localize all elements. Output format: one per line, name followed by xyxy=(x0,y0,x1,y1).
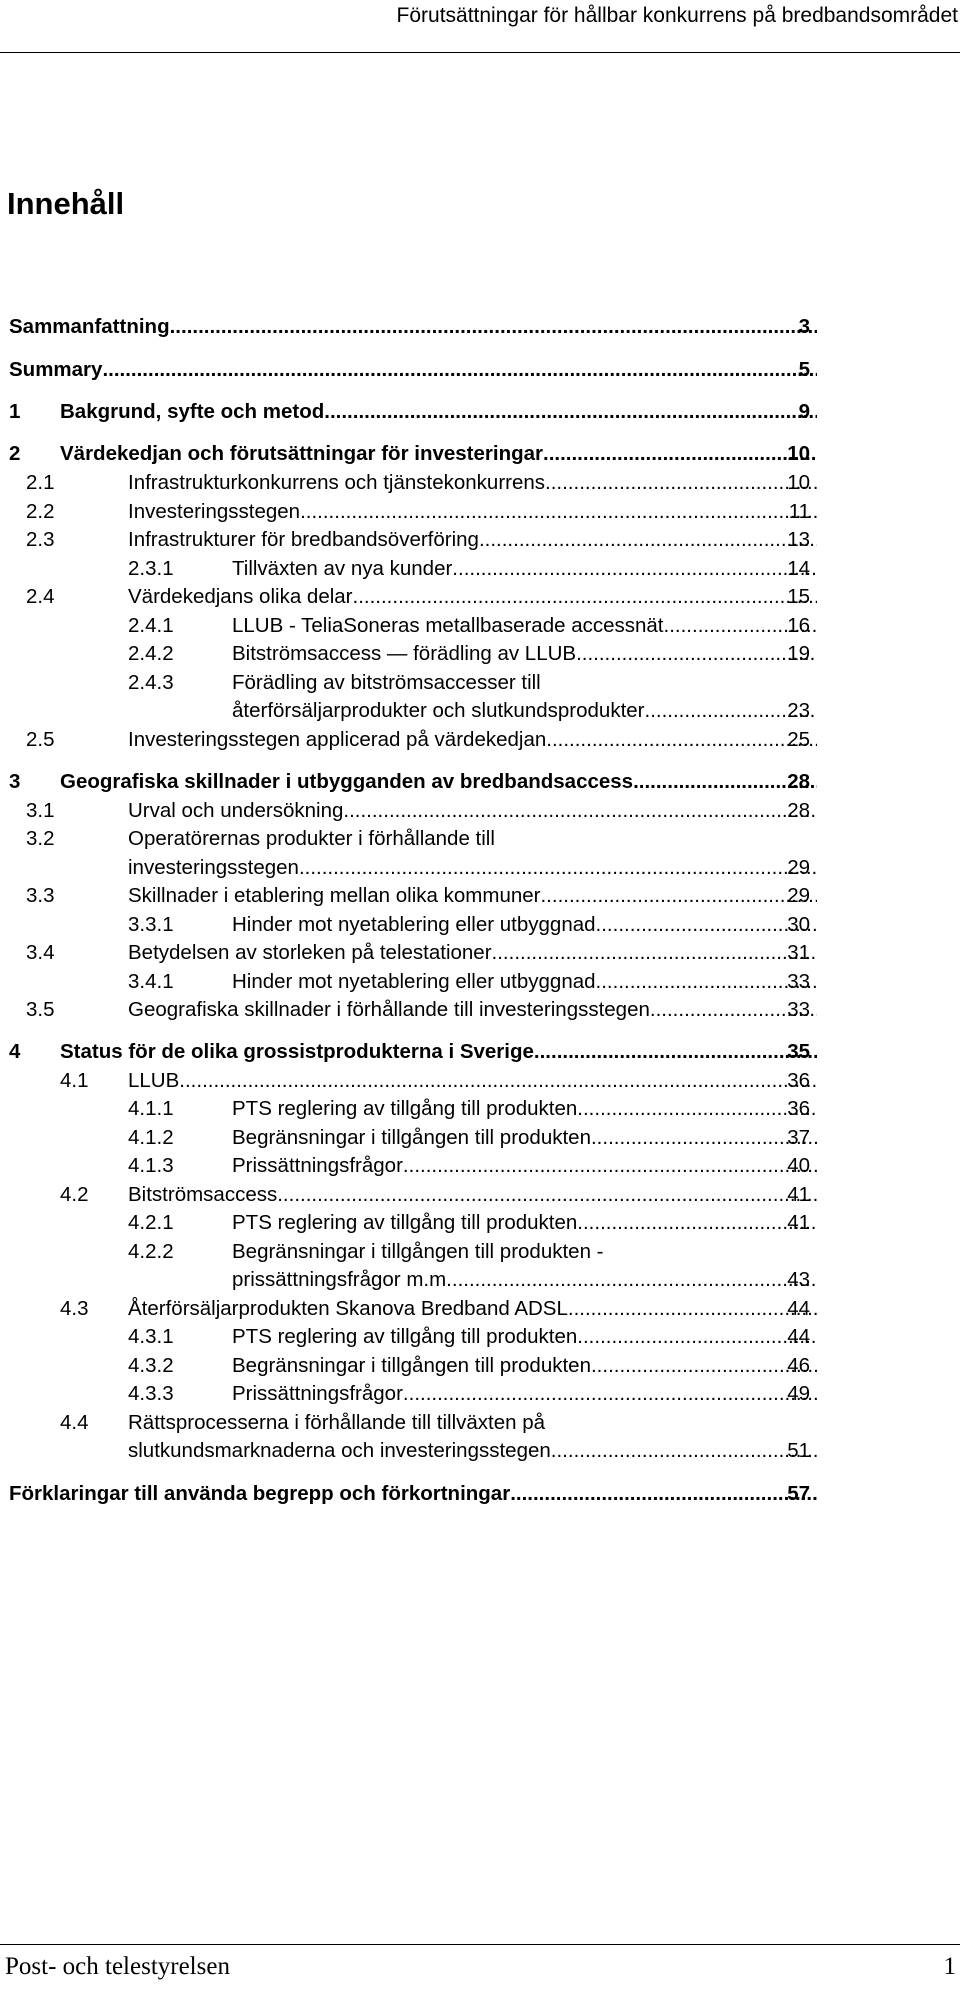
toc-entry[interactable] xyxy=(0,1437,960,1465)
toc-entry[interactable] xyxy=(0,313,960,341)
toc-title: slutkundsmarknaderna och investeringsstegen ..... xyxy=(128,1437,817,1465)
toc-entry[interactable] xyxy=(0,1124,960,1152)
toc-page: 43 xyxy=(787,1268,810,1291)
toc-entry[interactable] xyxy=(0,612,960,640)
toc-page: 51 xyxy=(787,1439,810,1462)
toc-title: prissättningsfrågor m.m. ..... xyxy=(232,1266,817,1294)
toc-title: Bitströmsaccess ..... xyxy=(128,1181,817,1209)
toc-entry[interactable] xyxy=(0,398,960,426)
page-number: 1 xyxy=(943,1953,956,1980)
toc-title: Infrastrukturer för bredbandsöverföring ..... xyxy=(128,526,817,554)
toc-title: Förädling av bitströmsaccesser till xyxy=(232,671,541,694)
toc-number: 4.3.1 xyxy=(128,1325,174,1348)
toc-entry[interactable] xyxy=(0,797,960,825)
toc-entry[interactable] xyxy=(0,825,960,853)
toc-entry[interactable] xyxy=(0,1480,960,1508)
toc-page: 19 xyxy=(787,642,810,665)
toc-title: Urval och undersökning ..... xyxy=(128,797,817,825)
toc-page: 29 xyxy=(787,856,810,879)
toc-title: Rättsprocesserna i förhållande till tillväxten på xyxy=(128,1411,546,1434)
toc-page: 36 xyxy=(787,1069,810,1092)
toc-page: 33 xyxy=(787,970,810,993)
toc-title: Geografiska skillnader i utbygganden av bredbandsaccess ..... xyxy=(60,768,817,796)
toc-title: LLUB - TeliaSoneras metallbaserade accessnät ..... xyxy=(232,612,817,640)
toc-title: Operatörernas produkter i förhållande till xyxy=(128,827,495,850)
toc-number: 3.1 xyxy=(26,799,55,822)
toc-entry[interactable] xyxy=(0,1323,960,1351)
toc-page: 9 xyxy=(798,400,810,423)
toc-number: 2.2 xyxy=(26,500,55,523)
toc-title: Investeringsstegen ..... xyxy=(128,498,817,526)
toc-page: 41 xyxy=(787,1211,810,1234)
footer-publisher: Post- och telestyrelsen xyxy=(5,1953,230,1980)
toc-entry[interactable] xyxy=(0,911,960,939)
toc-entry[interactable] xyxy=(0,1152,960,1180)
toc-number: 2.4.1 xyxy=(128,614,174,637)
running-header: Förutsättningar för hållbar konkurrens på bredbandsområdet xyxy=(396,4,958,27)
toc-page: 31 xyxy=(787,941,810,964)
toc-entry[interactable] xyxy=(0,555,960,583)
toc-title: Bakgrund, syfte och metod ..... xyxy=(60,398,817,426)
toc-number: 4.1.2 xyxy=(128,1126,174,1149)
toc-title: Geografiska skillnader i förhållande till investeringsstegen ..... xyxy=(128,996,817,1024)
toc-entry[interactable] xyxy=(0,882,960,910)
toc-title: Sammanfattning ..... xyxy=(9,313,817,341)
toc-entry[interactable] xyxy=(0,996,960,1024)
toc-entry[interactable] xyxy=(0,669,960,697)
toc-page: 40 xyxy=(787,1154,810,1177)
toc-number: 2.4.3 xyxy=(128,671,174,694)
toc-page: 5 xyxy=(798,358,810,381)
toc-number: 4 xyxy=(9,1040,21,1063)
toc-title: Skillnader i etablering mellan olika kommuner ..... xyxy=(128,882,817,910)
toc-title: Återförsäljarprodukten Skanova Bredband ADSL ..... xyxy=(128,1295,817,1323)
toc-entry[interactable] xyxy=(0,583,960,611)
toc-page: 30 xyxy=(787,913,810,936)
toc-page: 41 xyxy=(787,1183,810,1206)
toc-entry[interactable] xyxy=(0,1209,960,1237)
toc-page: 44 xyxy=(787,1297,810,1320)
toc-title: Bitströmsaccess — förädling av LLUB ..... xyxy=(232,640,817,668)
toc-entry[interactable] xyxy=(0,854,960,882)
toc-entry[interactable] xyxy=(0,968,960,996)
toc-number: 2.3.1 xyxy=(128,557,174,580)
toc-entry[interactable] xyxy=(0,726,960,754)
toc-number: 2 xyxy=(9,442,21,465)
toc-number: 4.1.3 xyxy=(128,1154,174,1177)
toc-title: investeringsstegen ..... xyxy=(128,854,817,882)
toc-number: 3.3 xyxy=(26,884,55,907)
toc-entry[interactable] xyxy=(0,356,960,384)
toc-number: 2.5 xyxy=(26,728,55,751)
toc-page: 46 xyxy=(787,1354,810,1377)
toc-number: 4.2.2 xyxy=(128,1240,174,1263)
toc-page: 14 xyxy=(787,557,810,580)
toc-number: 4.3.2 xyxy=(128,1354,174,1377)
toc-page: 16 xyxy=(787,614,810,637)
toc-title: Infrastrukturkonkurrens och tjänstekonkurrens ..... xyxy=(128,469,817,497)
toc-page: 10 xyxy=(787,442,810,465)
toc-entry[interactable] xyxy=(0,1352,960,1380)
toc-page: 33 xyxy=(787,998,810,1021)
toc-entry[interactable] xyxy=(0,1067,960,1095)
toc-title: Förklaringar till använda begrepp och förkortningar ..... xyxy=(9,1480,817,1508)
toc-title: Hinder mot nyetablering eller utbyggnad ..... xyxy=(232,968,817,996)
toc-entry[interactable] xyxy=(0,1095,960,1123)
toc-entry[interactable] xyxy=(0,640,960,668)
toc-title: Status för de olika grossistprodukterna i Sverige ..... xyxy=(60,1038,817,1066)
toc-number: 4.3 xyxy=(60,1297,89,1320)
page-footer xyxy=(0,1944,960,1980)
toc-entry[interactable] xyxy=(0,1266,960,1294)
toc-number: 3.3.1 xyxy=(128,913,174,936)
toc-entry[interactable] xyxy=(0,939,960,967)
toc-page: 13 xyxy=(787,528,810,551)
toc-title: Begränsningar i tillgången till produkten ..... xyxy=(232,1124,817,1152)
toc-title: Begränsningar i tillgången till produkten - xyxy=(232,1240,604,1263)
toc-number: 1 xyxy=(9,400,21,423)
toc-number: 2.4 xyxy=(26,585,55,608)
toc-page: 11 xyxy=(788,500,810,523)
toc-entry[interactable] xyxy=(0,526,960,554)
toc-number: 4.4 xyxy=(60,1411,89,1434)
toc-entry[interactable] xyxy=(0,498,960,526)
toc-page: 37 xyxy=(787,1126,810,1149)
toc-title: PTS reglering av tillgång till produkten ..... xyxy=(232,1209,817,1237)
toc-page: 57 xyxy=(787,1482,810,1505)
toc-title: LLUB ..... xyxy=(128,1067,817,1095)
toc-number: 4.2 xyxy=(60,1183,89,1206)
toc-title: Prissättningsfrågor ..... xyxy=(232,1380,817,1408)
toc-entry[interactable] xyxy=(0,469,960,497)
toc-page: 28 xyxy=(787,799,810,822)
toc-number: 3.4 xyxy=(26,941,55,964)
toc-title: Hinder mot nyetablering eller utbyggnad ..... xyxy=(232,911,817,939)
toc-number: 2.3 xyxy=(26,528,55,551)
toc-entry[interactable] xyxy=(0,1181,960,1209)
toc-page: 3 xyxy=(798,315,810,338)
toc-title: PTS reglering av tillgång till produkten ..... xyxy=(232,1095,817,1123)
toc-number: 4.3.3 xyxy=(128,1382,174,1405)
toc-entry[interactable] xyxy=(0,440,960,468)
toc-page: 23 xyxy=(787,699,810,722)
toc-page: 28 xyxy=(787,770,810,793)
toc-number: 2.4.2 xyxy=(128,642,174,665)
toc-page: 15 xyxy=(787,585,810,608)
toc-title: Värdekedjans olika delar ..... xyxy=(128,583,817,611)
toc-number: 3 xyxy=(9,770,21,793)
toc-page: 49 xyxy=(787,1382,810,1405)
toc-title: Begränsningar i tillgången till produkten ..... xyxy=(232,1352,817,1380)
toc-number: 3.4.1 xyxy=(128,970,174,993)
toc-number: 2.1 xyxy=(26,471,55,494)
toc-title: Betydelsen av storleken på telestationer ..... xyxy=(128,939,817,967)
page-title: Innehåll xyxy=(7,186,125,221)
toc-page: 25 xyxy=(787,728,810,751)
toc-entry[interactable] xyxy=(0,768,960,796)
toc-number: 4.1.1 xyxy=(128,1097,174,1120)
toc-page: 10 xyxy=(787,471,810,494)
toc-number: 4.1 xyxy=(60,1069,89,1092)
toc-number: 3.5 xyxy=(26,998,55,1021)
toc-entry[interactable] xyxy=(0,697,960,725)
toc-entry[interactable] xyxy=(0,1038,960,1066)
toc-title: Summary ..... xyxy=(9,356,817,384)
toc-number: 4.2.1 xyxy=(128,1211,174,1234)
toc-entry[interactable] xyxy=(0,1380,960,1408)
toc-page: 44 xyxy=(787,1325,810,1348)
toc-entry[interactable] xyxy=(0,1238,960,1266)
toc-page: 36 xyxy=(787,1097,810,1120)
toc-title: Värdekedjan och förutsättningar för investeringar ..... xyxy=(60,440,817,468)
toc-title: Tillväxten av nya kunder ..... xyxy=(232,555,817,583)
toc-entry[interactable] xyxy=(0,1295,960,1323)
toc-title: återförsäljarprodukter och slutkundsprodukter ..... xyxy=(232,697,817,725)
toc-title: Investeringsstegen applicerad på värdekedjan ..... xyxy=(128,726,817,754)
toc-entry[interactable] xyxy=(0,1409,960,1437)
toc-page: 29 xyxy=(787,884,810,907)
toc-page: 35 xyxy=(787,1040,810,1063)
toc-title: Prissättningsfrågor ..... xyxy=(232,1152,817,1180)
toc-title: PTS reglering av tillgång till produkten ..... xyxy=(232,1323,817,1351)
toc-number: 3.2 xyxy=(26,827,55,850)
